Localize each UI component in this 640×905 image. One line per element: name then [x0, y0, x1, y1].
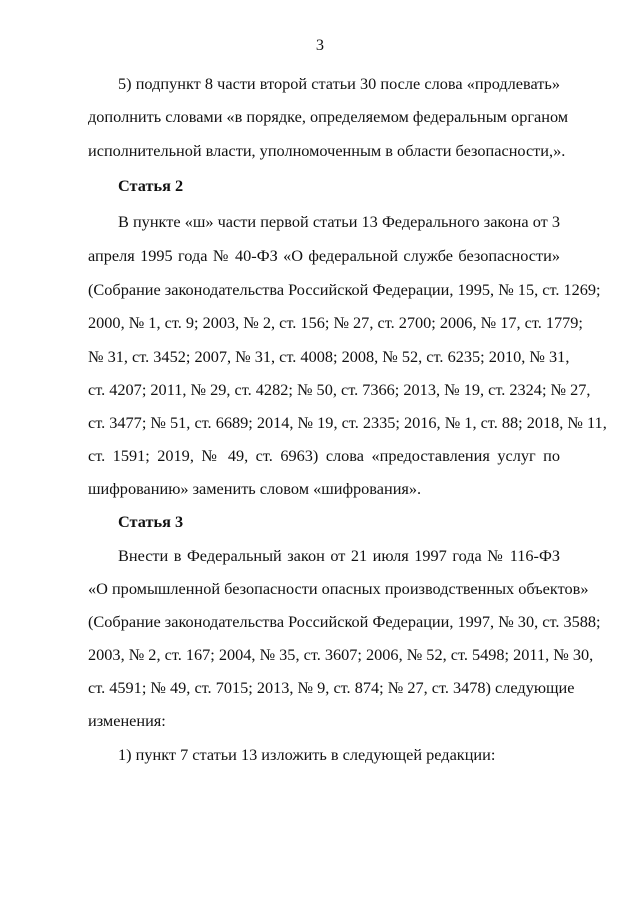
text-line: (Собрание законодательства Российской Федерации, 1995, № 15, ст. 1269; — [88, 280, 601, 299]
text-line: В пункте «ш» части первой статьи 13 Федерального закона от 3 — [118, 212, 560, 231]
text-line: ст. 3477; № 51, ст. 6689; 2014, № 19, ст. 2335; 2016, № 1, ст. 88; 2018, № 11, — [88, 413, 607, 432]
text-line: № 31, ст. 3452; 2007, № 31, ст. 4008; 2008, № 52, ст. 6235; 2010, № 31, — [88, 347, 570, 366]
page-number: 3 — [315, 35, 325, 54]
text-line: шифрованию» заменить словом «шифрования». — [88, 479, 422, 498]
text-line: ст. 4591; № 49, ст. 7015; 2013, № 9, ст. 874; № 27, ст. 3478) следующие — [88, 678, 575, 697]
text-line: дополнить словами «в порядке, определяемом федеральным органом — [88, 107, 569, 126]
text-line: апреля 1995 года № 40-ФЗ «О федеральной службе безопасности» — [88, 246, 560, 265]
text-line: ст. 1591; 2019, № 49, ст. 6963) слова «предоставления услуг по — [88, 446, 560, 465]
text-line: 2000, № 1, ст. 9; 2003, № 2, ст. 156; № 27, ст. 2700; 2006, № 17, ст. 1779; — [88, 313, 583, 332]
text-line: ст. 4207; 2011, № 29, ст. 4282; № 50, ст. 7366; 2013, № 19, ст. 2324; № 27, — [88, 380, 591, 399]
text-line: 2003, № 2, ст. 167; 2004, № 35, ст. 3607; 2006, № 52, ст. 5498; 2011, № 30, — [88, 645, 594, 664]
text-line: 5) подпункт 8 части второй статьи 30 после слова «продлевать» — [118, 74, 560, 93]
text-line: Внести в Федеральный закон от 21 июля 1997 года № 116-ФЗ — [118, 546, 560, 565]
item-1-line: 1) пункт 7 статьи 13 изложить в следующей редакции: — [118, 745, 496, 764]
text-line: изменения: — [88, 711, 166, 730]
text-line: исполнительной власти, уполномоченным в области безопасности,». — [88, 141, 566, 160]
text-line: (Собрание законодательства Российской Федерации, 1997, № 30, ст. 3588; — [88, 612, 601, 631]
article-2-heading: Статья 2 — [118, 176, 184, 195]
text-line: «О промышленной безопасности опасных производственных объектов» — [88, 579, 589, 598]
article-3-heading: Статья 3 — [118, 512, 184, 531]
